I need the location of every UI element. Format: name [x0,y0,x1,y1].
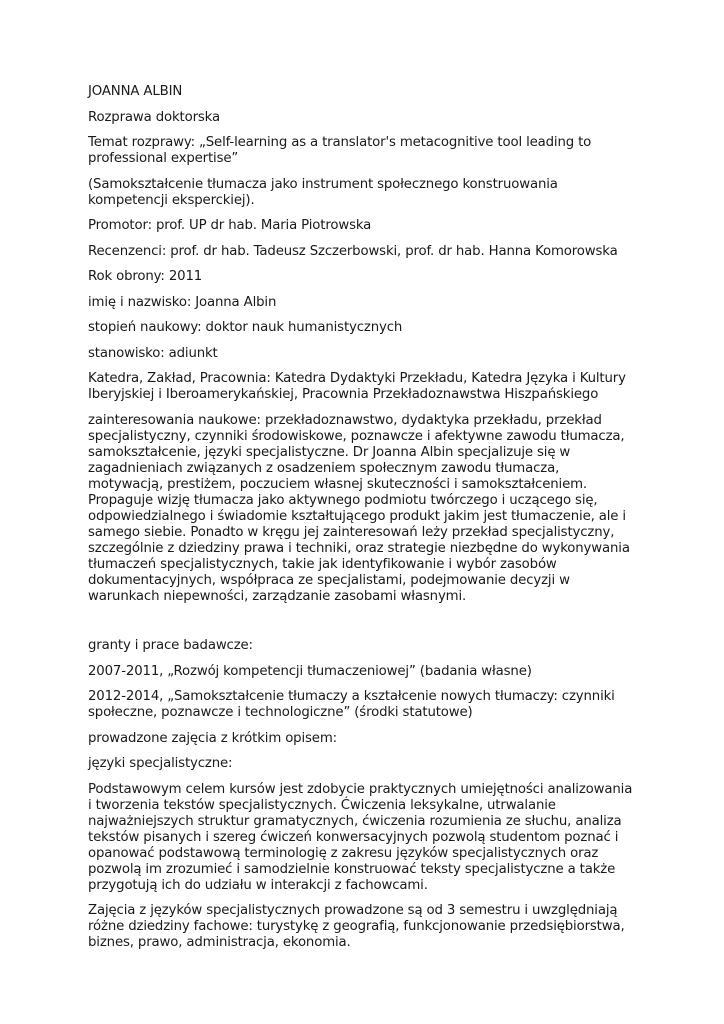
dissertation-topic-polish: (Samokształcenie tłumacza jako instrument społecznego konstruowania kompetencji eksperckiej). [88,176,558,208]
promotor: Promotor: prof. UP dr hab. Maria Piotrowska [88,218,372,233]
department: Katedra, Zakład, Pracownia: Katedra Dydaktyki Przekładu, Katedra Języka i Kultury Iberyjskiej i Iberoamerykańskiej, Pracownia Przekładoznawstwa Hiszpańskiego [88,371,626,402]
courses-description: Podstawowym celem kursów jest zdobycie praktycznych umiejętności analizowania i tworzenia tekstów specjalistycznych. Ćwiczenia leksykalne, utrwalanie najważniejszych struktur gramatycznych, ćwiczenia rozumienia ze słuchu, analiza tekstów pisanych i szereg ćwiczeń konwersacyjnych pozwolą studentom poznać i opanować podstawową terminologię z zakresu języków specjalistycznych oraz pozwolą im zrozumieć i samodzielnie konstruować teksty specjalistyczne a także przygotują ich do udziału w interakcji z fachowcami. [88,781,633,893]
courses-description: Zajęcia z języków specjalistycznych prowadzone są od 3 semestru i uwzględniają różne dziedziny fachowe: turystykę z geografią, funkcjonowanie przedsiębiorstwa, biznes, prawo, administracja, ekonomia. [88,903,625,950]
spacer [88,614,636,638]
position: stanowisko: adiunkt [88,345,218,361]
defense-year: Rok obrony: 2011 [88,269,203,284]
reviewers: Recenzenci: prof. dr hab. Tadeusz Szczerbowski, prof. dr hab. Hanna Komorowska [88,243,618,259]
doc-type: Rozprawa doktorska [88,109,220,125]
courses-subheading: języki specjalistyczne: [88,756,233,771]
author-heading: JOANNA ALBIN [88,84,183,99]
grants-heading: granty i prace badawcze: [88,638,253,653]
courses-heading: prowadzone zajęcia z krótkim opisem: [88,730,337,746]
grant-item: 2012-2014, „Samokształcenie tłumaczy a kształcenie nowych tłumaczy: czynniki społeczne, poznawcze i technologiczne” (środki statutowe) [88,689,615,720]
full-name: imię i nazwisko: Joanna Albin [88,294,277,310]
grant-item: 2007-2011, „Rozwój kompetencji tłumaczeniowej” (badania własne) [88,663,532,679]
dissertation-topic: Temat rozprawy: „Self-learning as a translator's metacognitive tool leading to professional expertise” [88,135,592,166]
academic-degree: stopień naukowy: doktor nauk humanistycznych [88,320,403,335]
research-interests: zainteresowania naukowe: przekładoznawstwo, dydaktyka przekładu, przekład specjalistyczny, czynniki środowiskowe, poznawcze i afektywne zawodu tłumacza, samokształcenie, języki specjalistyczne. Dr Joanna Albin specjalizuje się w zagadnieniach związanych z osadzeniem społecznym zawodu tłumacza, motywacją, prestiżem, poczuciem własnej skuteczności i samokształceniem. Propaguje wizję tłumacza jako aktywnego podmiotu twórczego i uczącego się, odpowiedzialnego i świadomie kształtującego produkt jakim jest tłumaczenie, ale i samego siebie. Ponadto w kręgu jej zainteresowań leży przekład specjalistyczny, szczególnie z dziedziny prawa i techniki, oraz strategie niezbędne do wykonywania tłumaczeń specjalistycznych, takie jak identyfikowanie i wybór zasobów dokumentacyjnych, współpraca ze specjalistami, podejmowanie decyzji w warunkach niepewności, zarządzanie zasobami własnymi. [88,412,630,604]
